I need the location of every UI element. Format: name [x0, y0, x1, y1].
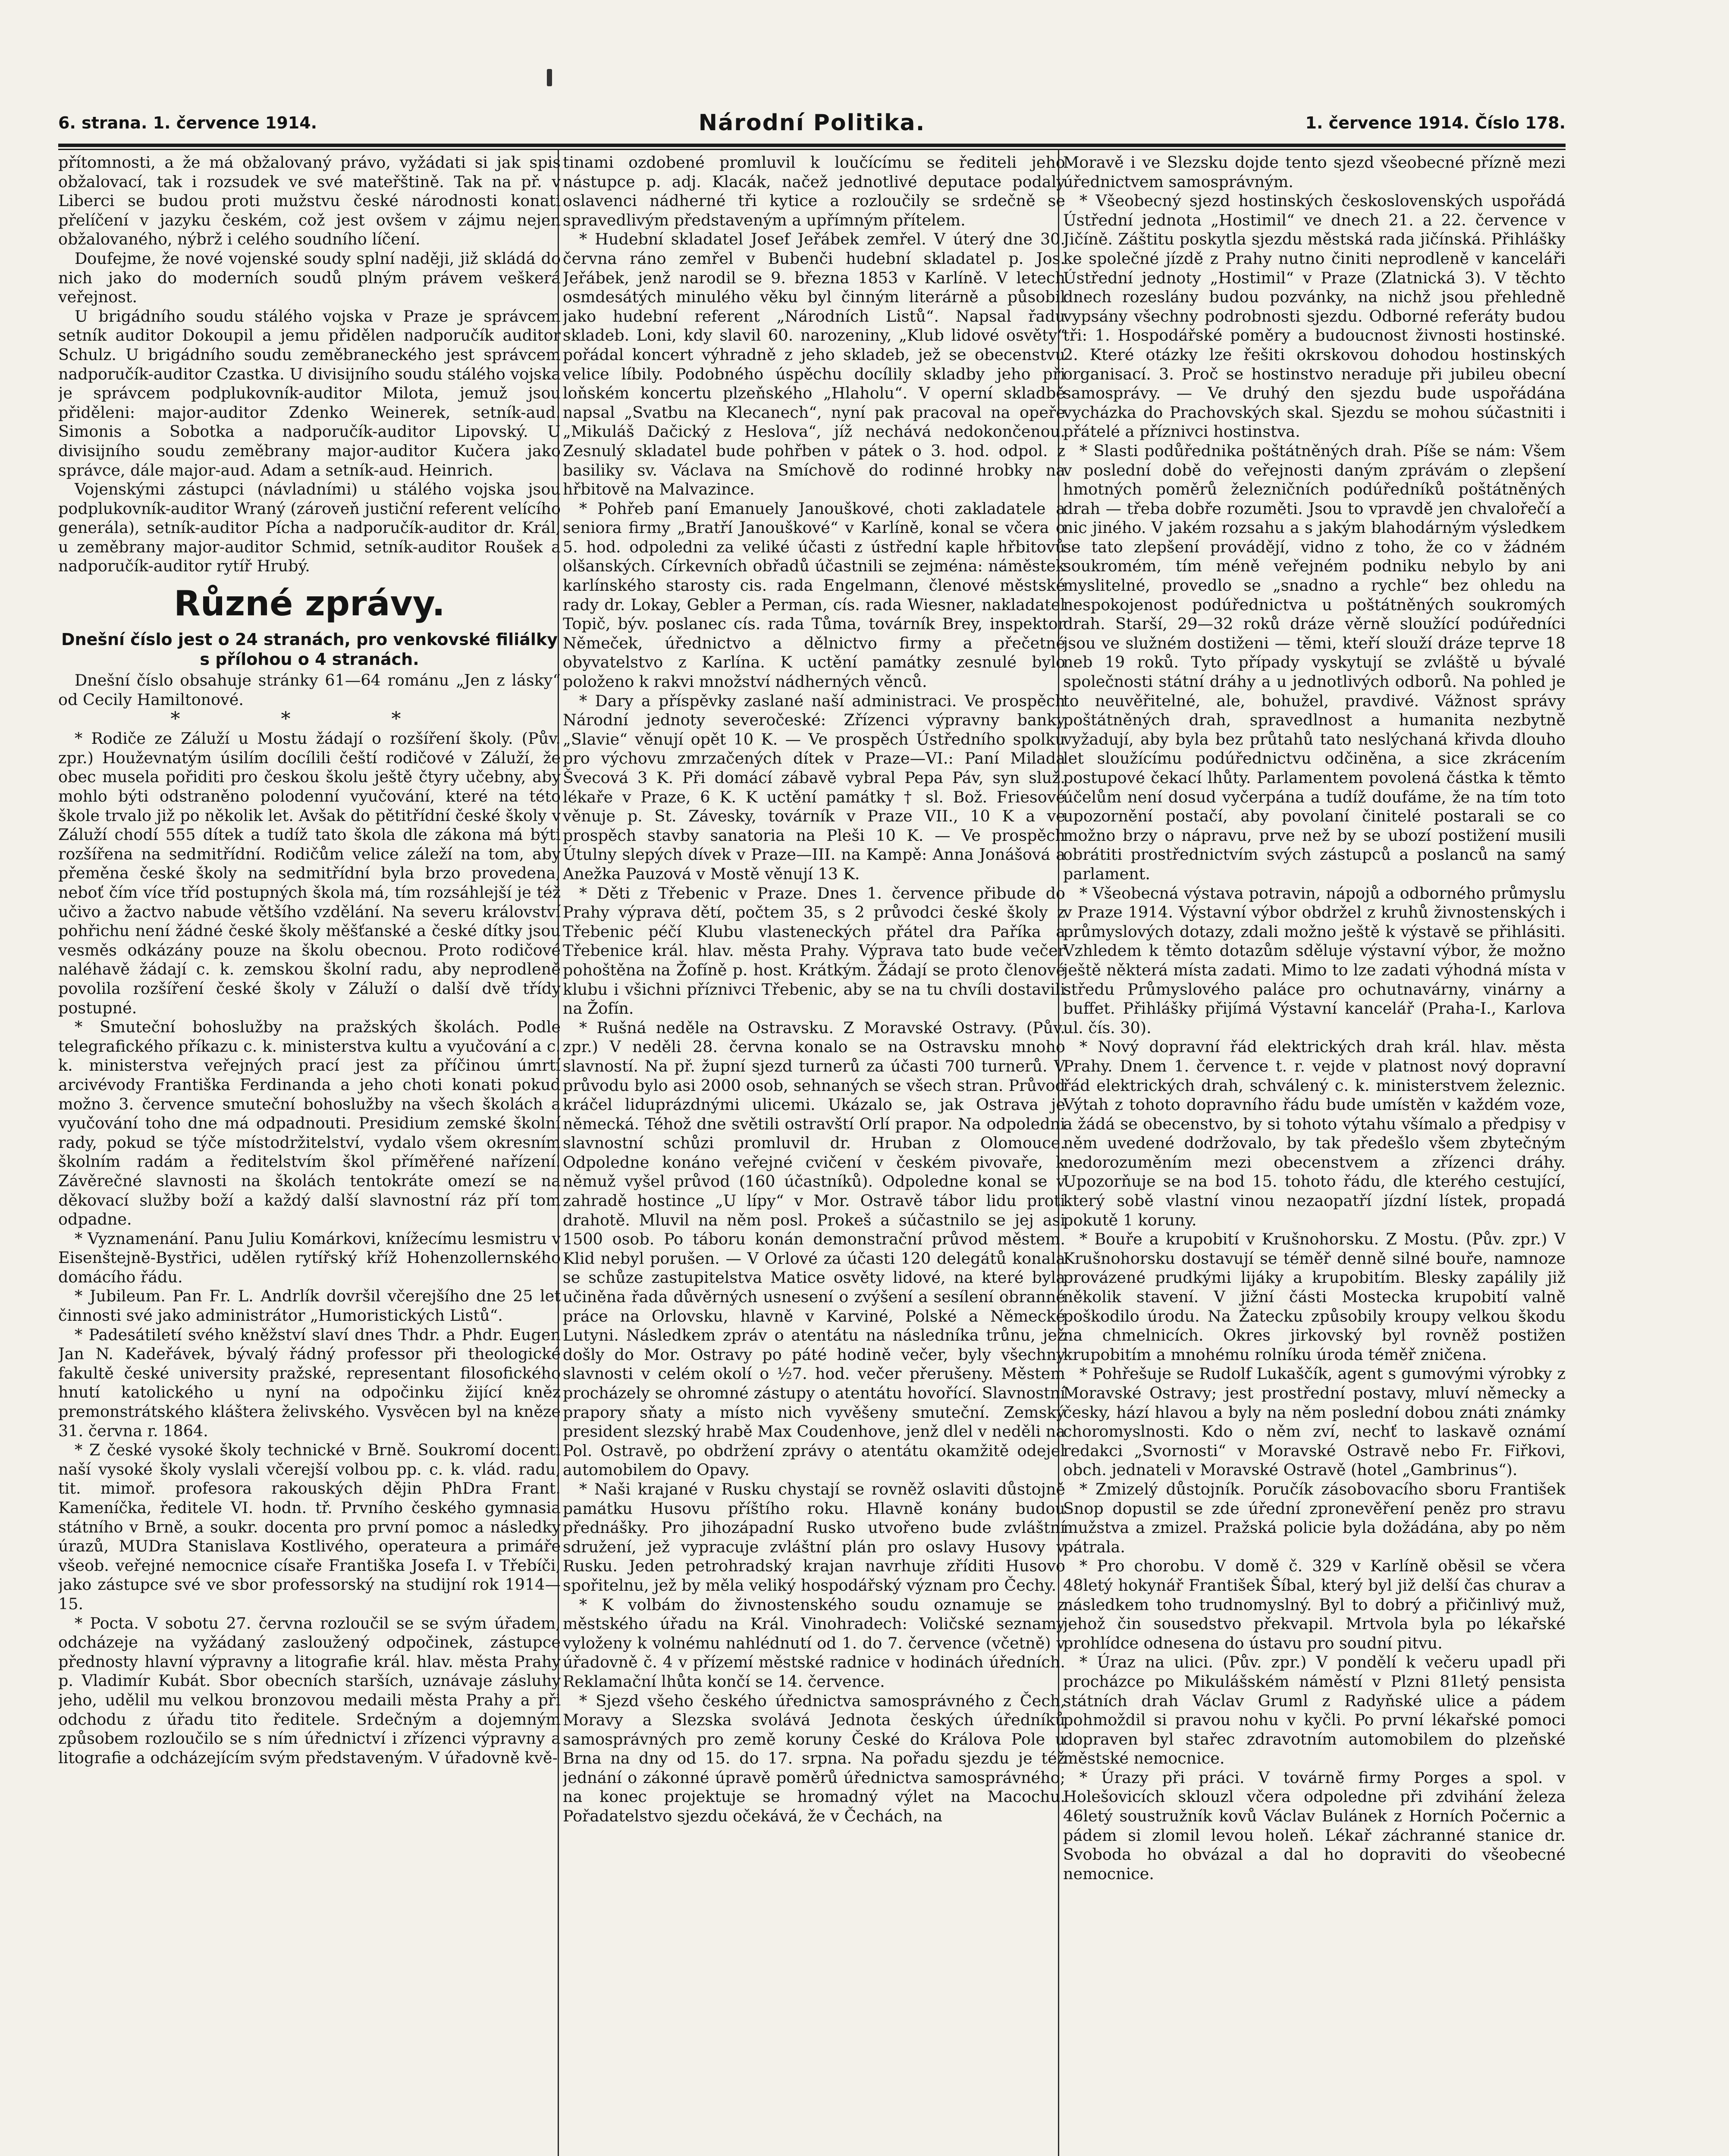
news-item: * Úraz na ulici. (Pův. zpr.) V pondělí k večeru upadl při procházce po Mikulášském náměstí v Plzni 81letý pensista státních drah Václav Gruml z Radyňské ulice a pádem pohmoždil si pravou nohu v kyčli. Po první lékařské pomoci dopraven byl stařec zdravotním automobilem do plzeňské městské nemocnice.	[1063, 1653, 1566, 1768]
column-2	[563, 153, 1065, 2156]
section-heading: Různé zprávy.	[174, 583, 445, 624]
news-item: * Všeobecná výstava potravin, nápojů a odborného průmyslu v Praze 1914. Výstavní výbor obdržel z kruhů živnostenských i průmyslových dotazy, zdali možno ještě k výstavě se přihlásiti. Vzhledem k těmto dotazům sděluje výstavní výbor, že možno ještě některá místa zadati. Mimo to lze zadati výhodná místa v středu Průmyslového paláce pro ochutnavárny, vinárny a buffet. Přihlášky přijímá Výstavní kancelář (Praha-I., Karlova ul. čís. 30).	[1063, 884, 1566, 1037]
section-lead: Dnešní číslo jest o 24 stranách, pro venkovské filiálky s přílohou o 4 stranách.	[61, 630, 558, 669]
news-item: * Jubileum. Pan Fr. L. Andrlík dovršil včerejšího dne 25 let činnosti své jako administrátor „Humoristických Listů“.	[58, 1287, 561, 1325]
newspaper-title: Národní Politika.	[698, 110, 926, 136]
article-paragraph: Dnešní číslo obsahuje stránky 61—64 románu „Jen z lásky“ od Cecily Hamiltonové.	[58, 671, 561, 709]
news-item: * Hudební skladatel Josef Jeřábek zemřel. V úterý dne 30. června ráno zemřel v Bubenči hudební skladatel p. Jos. Jeřábek, jenž narodil se 9. března 1853 v Karlíně. V letech osmdesátých minulého věku byl činným literárně a působil jako hudební referent „Národních Listů“. Napsal řadu skladeb. Loni, kdy slavil 60. narozeniny, „Klub lidové osvěty“ pořádal koncert výhradně z jeho skladeb, jež se obecenstvu velice líbily. Podobného úspěchu docílily skladby jeho při loňském koncertu plzeňského „Hlaholu“. V operní skladbě napsal „Svatbu na Klecanech“, nyní pak pracoval na opeře „Mikuláš Dačický z Heslova“, jíž nechává nedokončenou. Zesnulý skladatel bude pohřben v pátek o 3. hod. odpol. z basiliky sv. Václava na Smíchově do rodinné hrobky na hřbitově na Malvazince.	[563, 230, 1065, 499]
news-item: * Smuteční bohoslužby na pražských školách. Podle telegrafického příkazu c. k. ministerstva kultu a vyučování a c. k. ministerstva veřejných prací jest za příčinou úmrtí arcivévody Františka Ferdinanda a jeho choti konati pokud možno 3. července smuteční bohoslužby na všech školách a vyučování toho dne má odpadnouti. Presidium zemské školní rady, pokud se týče místodržitelství, vydalo všem okresním školním radám a ředitelstvím škol příměřené nařízení. Závěrečné slavnosti na školách tentokráte omezí se na děkovací služby boží a každý další slavnostní ráz pří tom odpadne.	[58, 1018, 561, 1229]
news-item: * Úrazy při práci. V továrně firmy Porges a spol. v Holešovicích sklouzl včera odpoledne při zdvihání železa 46letý soustružník kovů Václav Bulánek z Horních Počernic a pádem si zlomil levou holeň. Lékař záchranné stanice dr. Svoboda ho obvázal a dal ho dopraviti do všeobecné nemocnice.	[1063, 1768, 1566, 1883]
masthead-left: 6. strana. 1. července 1914.	[58, 113, 317, 132]
header-rule	[58, 144, 1566, 147]
news-item: * Dary a příspěvky zaslané naší administraci. Ve prospěch Národní jednoty severočeské: Zřízenci výpravny banky „Slavie“ věnují opět 10 K. — Ve prospěch Ústředního spolku pro výchovu zmrzačených dítek v Praze—VI.: Paní Milada Švecová 3 K. Při domácí zábavě vybral Pepa Páv, syn služ. lékaře v Praze, 6 K. K uctění památky † sl. Bož. Friesové věnuje p. St. Závesky, továrník v Praze VII., 10 K a ve prospěch stavby sanatoria na Pleši 10 K. — Ve prospěch Útulny slepých dívek v Praze—III. na Kampě: Anna Jonášová a Anežka Pauzová v Mostě věnují 13 K.	[563, 691, 1065, 883]
separator-stars: * * *	[170, 708, 449, 730]
news-item: * Slasti podůřednika poštátněných drah. Píše se nám: Všem v poslední době do veřejnosti daným zprávám o zlepšení hmotných poměrů železničních podúředníků poštátněných drah — třeba dobře rozuměti. Jsou to vpravdě jen chvalořečí a nic jiného. V jakém rozsahu a s jakým blahodárným výsledkem se tato zlepšení provádějí, vidno z toho, že co v žádném soukromém, tím méně veřejném podniku nebylo by ani myslitelné, provedlo se „snadno a rychle“ bez ohledu na nespokojenost podúřednictva u poštátněných soukromých drah. Starší, 29—32 roků dráze věrně sloužící podúředníci jsou ve služném dostiženi — těmi, kteří slouží dráze teprve 18 neb 19 roků. Tyto případy vyskytují se zvláště u bývalé společnosti státní dráhy a u jednotlivých odborů. Na pohled je to neuvěřitelné, ale, bohužel, pravdivé. Vážnost správy poštátněných drah, spravedlnost a humanita nezbytně vyžadují, aby byla bez průtahů tato neslýchaná křivda dlouho let sloužícímu podúřednictvu odčiněna, a sice zkrácením postupové čekací lhůty. Parlamentem povolená částka k těmto účelům není dosud vyčerpána a tudíž doufáme, že na tím toto upozornění postačí, aby povolaní činitelé postarali se co možno brzy o nápravu, prve než by se ubozí postižení musili obrátiti prostřednictvím svých zástupců a poslanců na samý parlament.	[1063, 441, 1566, 883]
page-mark	[547, 69, 552, 86]
news-item: * Děti z Třebenic v Praze. Dnes 1. července přibude do Prahy výprava dětí, počtem 35, s 2 průvodci české školy z Třebenic péčí Klubu vlasteneckých přátel dra Paříka a Třebenice král. hlav. města Prahy. Výprava tato bude večer pohoštěna na Žofíně p. host. Krátkým. Žádají se proto členové klubu i všichni příznivci Třebenic, aby se na tu chvíli dostavili na Žofín.	[563, 884, 1065, 1018]
news-item: * Pohřeb paní Emanuely Janouškové, choti zakladatele a seniora firmy „Bratří Janouškové“ v Karlíně, konal se včera o 5. hod. odpoledni za veliké účasti z ústřední kaple hřbitovů olšanských. Církevních obřadů účastnili se zejména: náměstek karlínského starosty cis. rada Engelmann, členové městské rady dr. Lokay, Gebler a Perman, cís. rada Wiesner, nakladatel Topič, býv. poslanec cís. rada Tůma, továrník Brey, inspektor Němeček, úřednictvo a dělnictvo firmy a přečetné obyvatelstvo z Karlína. K uctění památky zesnulé bylo položeno k rakvi množství nádherných věnců.	[563, 499, 1065, 691]
news-item: * Padesátiletí svého kněžství slaví dnes Thdr. a Phdr. Eugen Jan N. Kadeřávek, bývalý řádný professor při theologické fakultě české university pražské, representant filosofického hnutí katolického u nyní na odpočinku žijící kněz premonstrátského kláštera želivského. Vysvěcen byl na kněze 31. června r. 1864.	[58, 1325, 561, 1440]
news-item: * Rodiče ze Záluží u Mostu žádají o rozšíření školy. (Pův. zpr.) Houževnatým úsilím docílili čeští rodičové v Záluží, že obec musela pořiditi pro českou školu ještě čtyry učebny, aby mohlo býti odstraněno polodenní vyučování, které na této škole trvalo již po několik let. Avšak do pětitřídní české školy v Záluží chodí 555 dítek a tudíž tato škola dle zákona má býti rozšířena na sedmitřídní. Rodičům velice záleží na tom, aby přeměna české školy na sedmitřídní byla brzo provedena, neboť čím více tříd postupných škola má, tím rozsáhlejší je též učivo a žactvo nabude většího vzdělání. Na severu království pohřichu není žádné české školy měšťanské a české dítky jsou vesměs odkázány pouze na školu obecnou. Proto rodičové naléhavě žádají c. k. zemskou školní radu, aby neprodleně povolila rozšíření české školy v Záluží o další dvě třídy postupné.	[58, 729, 561, 1017]
news-item: * Pohřešuje se Rudolf Lukaščík, agent s gumovými výrobky z Moravské Ostravy; jest prostřední postavy, mluví německy a česky, hází hlavou a byly na něm poslední dobou znáti známky choromyslnosti. Kdo o něm zví, nechť to laskavě oznámí redakci „Svornosti“ v Moravské Ostravě nebo Fr. Fiřkovi, obch. jednateli v Moravské Ostravě (hotel „Gambrinus“).	[1063, 1364, 1566, 1479]
article-paragraph: přítomnosti, a že má obžalovaný právo, vyžádati si jak spis obžalovací, tak i rozsudek ve své mateřštině. Tak na př. v Liberci se budou proti mužstvu české národnosti konati přelíčení v jazyku českém, což jest ovšem v zájmu nejen obžalovaného, nýbrž i celého soudního líčení.	[58, 153, 561, 249]
article-paragraph: U brigádního soudu stálého vojska v Praze je správcem setník auditor Dokoupil a jemu přidělen nadporučík auditor Schulz. U brigádního soudu zeměbraneckého jest správcem nadporučík-auditor Czastka. U divisijního soudu stálého vojska je správcem podplukovník-auditor Milota, jemuž jsou přiděleni: major-auditor Zdenko Weinerek, setník-aud. Simonis a Sobotka a nadporučík-auditor Lipovský. U divisijního soudu zeměbrany major-auditor Kučera jako správce, dále major-aud. Adam a setník-aud. Heinrich.	[58, 307, 561, 479]
news-item: tinami ozdobené promluvil k loučícímu se řediteli jeho nástupce p. adj. Klacák, načež jednotlivé deputace podaly oslavenci nádherné tři kytice a rozloučily se srdečně se spravedlivým představeným a upřímným přítelem.	[563, 153, 1065, 229]
news-item: * Pocta. V sobotu 27. června rozloučil se se svým úřadem, odcházeje na vyžádaný zasloužený odpočinek, zástupce přednosty hlavní výpravny a litografie král. hlav. města Prahy p. Vladimír Kubát. Sbor obecních starších, uznávaje zásluhy jeho, udělil mu velkou bronzovou medaili města Prahy a při odchodu z úřadu tito ředitele. Srdečným a dojemným způsobem rozloučilo se s ním úřednictví i zřízenci výpravny a litografie a odcházejícím svým představeným. V úřadovně kvě-	[58, 1614, 561, 1767]
news-item: * Všeobecný sjezd hostinských československých uspořádá Ústřední jednota „Hostimil“ ve dnech 21. a 22. července v Jičíně. Záštitu poskytla sjezdu městská rada jičínská. Přihlášky ke společné jízdě z Prahy nutno činiti neprodleně v kanceláři Ústřední jednoty „Hostimil“ v Praze (Zlatnická 3). V těchto dnech rozeslány budou pozvánky, na nichž jsou přehledně vypsány všechny podrobnosti sjezdu. Odborné referáty budou tři: 1. Hospodářské poměry a budoucnost živnosti hostinské. 2. Které otázky lze řešiti okrskovou dohodou hostinských organisací. 3. Proč se hostinstvo neraduje při jubileu obecní samosprávy. — Ve druhý den sjezdu bude uspořádána vycházka do Prachovských skal. Sjezdu se mohou súčastniti i přátelé a příznivci hostinstva.	[1063, 191, 1566, 441]
news-item: * K volbám do živnostenského soudu oznamuje se z městského úřadu na Král. Vinohradech: Voličské seznamy vyloženy k volnému nahlédnutí od 1. do 7. července (včetně) v úřadovně č. 4 v přízemí městské radnice v hodinách úředních. Reklamační lhůta končí se 14. července.	[563, 1595, 1065, 1691]
news-item: * Bouře a krupobití v Krušnohorsku. Z Mostu. (Pův. zpr.) V Krušnohorsku dostavují se téměř denně silné bouře, namnoze provázené prudkými lijáky a krupobitím. Blesky zapálily již několik stavení. V jižní části Mostecka krupobití valně poškodilo úrodu. Na Žatecku způsobily kroupy velkou škodu na chmelnicích. Okres jirkovský byl rovněž postižen krupobitím a mnohému rolníku úroda téměř zničena.	[1063, 1230, 1566, 1364]
news-item: * Pro chorobu. V domě č. 329 v Karlíně oběsil se včera 48letý hokynář František Šíbal, který byl již delší čas churav a následkem toho trudnomyslný. Byl to dobrý a přičinlivý muž, jehož čin sousedstvo překvapil. Mrtvola byla po lékařské prohlídce odnesena do ústavu pro soudní pitvu.	[1063, 1557, 1566, 1652]
header-rule-thin	[58, 149, 1566, 150]
news-item: * Z české vysoké školy technické v Brně. Soukromí docenti naší vysoké školy vyslali včerejší volbou pp. c. k. vlád. radu, tit. mimoř. profesora rakouských dějin PhDra Frant. Kameníčka, ředitele VI. hodn. tř. Prvního českého gymnasia státního v Brně, a soukr. docenta pro první pomoc a následky úrazů, MUDra Stanislava Kostlivého, operateura a primáře všeob. veřejné nemocnice císaře Františka Josefa I. v Třebíči, jako zástupce své ve sbor professorský na studijní rok 1914—15.	[58, 1441, 561, 1613]
masthead	[58, 110, 1566, 144]
masthead-right: 1. července 1914. Číslo 178.	[1305, 113, 1566, 132]
news-item: * Zmizelý důstojník. Poručík zásobovacího sboru František Snop dopustil se zde úřední zpronevěření peněz pro stravu mužstva a zmizel. Pražská policie byla dožádána, aby po něm pátrala.	[1063, 1479, 1566, 1556]
news-item: * Rušná neděle na Ostravsku. Z Moravské Ostravy. (Pův. zpr.) V neděli 28. června konalo se na Ostravsku mnoho slavností. Na př. župní sjezd turnerů za účasti 700 turnerů. V průvodu bylo asi 2000 osob, sehnaných se všech stran. Průvod kráčel liduprázdnými ulicemi. Ukázalo se, jak Ostrava je německá. Téhož dne světili ostravští Orlí prapor. Na odpoledni slavnostní schůzi promluvil dr. Hruban z Olomouce. Odpoledne konáno veřejné cvičení v českém pivovaře, k němuž vyšel průvod (160 účastníků). Odpoledne konal se v zahradě hostince „U lípy“ v Mor. Ostravě tábor lidu proti drahotě. Mluvil na něm posl. Prokeš a súčastnilo se jej asi 1500 osob. Po táboru konán demonstrační průvod městem. Klid nebyl porušen. — V Orlové za účasti 120 delegátů konala se schůze zastupitelstva Matice osvěty lidové, na které byla učiněna řada důvěrných usnesení o zvýšení a sesílení obranné práce na Orlovsku, hlavně v Karviné, Polské a Německé Lutyni. Následkem zpráv o atentátu na následníka trůnu, jež došly do Mor. Ostravy po páté hodině večer, byly všechny slavnosti v celém okolí o ½7. hod. večer přerušeny. Městem procházely se ohromné zástupy o atentátu hovořící. Slavnostní prapory sňaty a místo nich vyvěšeny smuteční. Zemský president slezský hrabě Max Coudenhove, jenž dlel v neděli na Pol. Ostravě, po obdržení zprávy o atentátu okamžitě odejel automobilem do Opavy.	[563, 1018, 1065, 1479]
news-item: * Nový dopravní řád elektrických drah král. hlav. města Prahy. Dnem 1. července t. r. vejde v platnost nový dopravní řád elektrických drah, schválený c. k. ministerstvem železnic. Výtah z tohoto dopravního řádu bude umístěn v každém voze, a žádá se obecenstvo, by si tohoto výtahu všímalo a předpisy v něm uvedené dodržovalo, by tak předešlo všem zbytečným nedorozuměním mezi obecenstvem a zřízenci dráhy. Upozorňuje se na bod 15. tohoto řádu, dle kterého cestující, který sobě vlastní vinou nezaopatří jízdní lístek, propadá pokutě 1 koruny.	[1063, 1037, 1566, 1229]
article-paragraph: Doufejme, že nové vojenské soudy splní naději, již skládá do nich jako do moderních soudů plným právem veškerá veřejnost.	[58, 249, 561, 307]
news-item: Moravě i ve Slezsku dojde tento sjezd všeobecné přízně mezi úřednictvem samosprávným.	[1063, 153, 1566, 191]
news-item: * Sjezd všeho českého úřednictva samosprávného z Čech, Moravy a Slezska svolává Jednota českých úředníků samosprávných pro země koruny České do Králova Pole u Brna na dny od 15. do 17. srpna. Na pořadu sjezdu je též jednání o zákonné úpravě poměrů úřednictva samosprávného; na konec projektuje se hromadný výlet na Macochu. Pořadatelstvo sjezdu očekává, že v Čechách, na	[563, 1691, 1065, 1826]
news-item: * Vyznamenání. Panu Juliu Komárkovi, knížecímu lesmistru v Eisenštejně-Bystřici, udělen rytířský kříž Hohenzollernského domácího řádu.	[58, 1229, 561, 1286]
column-3	[1063, 153, 1566, 2156]
article-paragraph: Vojenskými zástupci (návladními) u stálého vojska jsou podplukovník-auditor Wraný (zároveň justiční referent velícího generála), setník-auditor Pícha a nadporučík-auditor dr. Král, u zeměbrany major-auditor Schmid, setník-auditor Roušek a nadporučík-auditor rytíř Hrubý.	[58, 480, 561, 576]
news-item: * Naši krajané v Rusku chystají se rovněž oslaviti důstojně památku Husovu příštího roku. Hlavně konány budou přednášky. Pro jihozápadní Rusko utvořeno bude zvláštní sdružení, jež vypracuje zvláštní plán pro oslavy Husovy v Rusku. Jeden petrohradský krajan navrhuje zříditi Husovo spořitelnu, jež by měla veliký hospodářský význam pro Čechy.	[563, 1479, 1065, 1595]
column-1	[58, 153, 561, 2156]
